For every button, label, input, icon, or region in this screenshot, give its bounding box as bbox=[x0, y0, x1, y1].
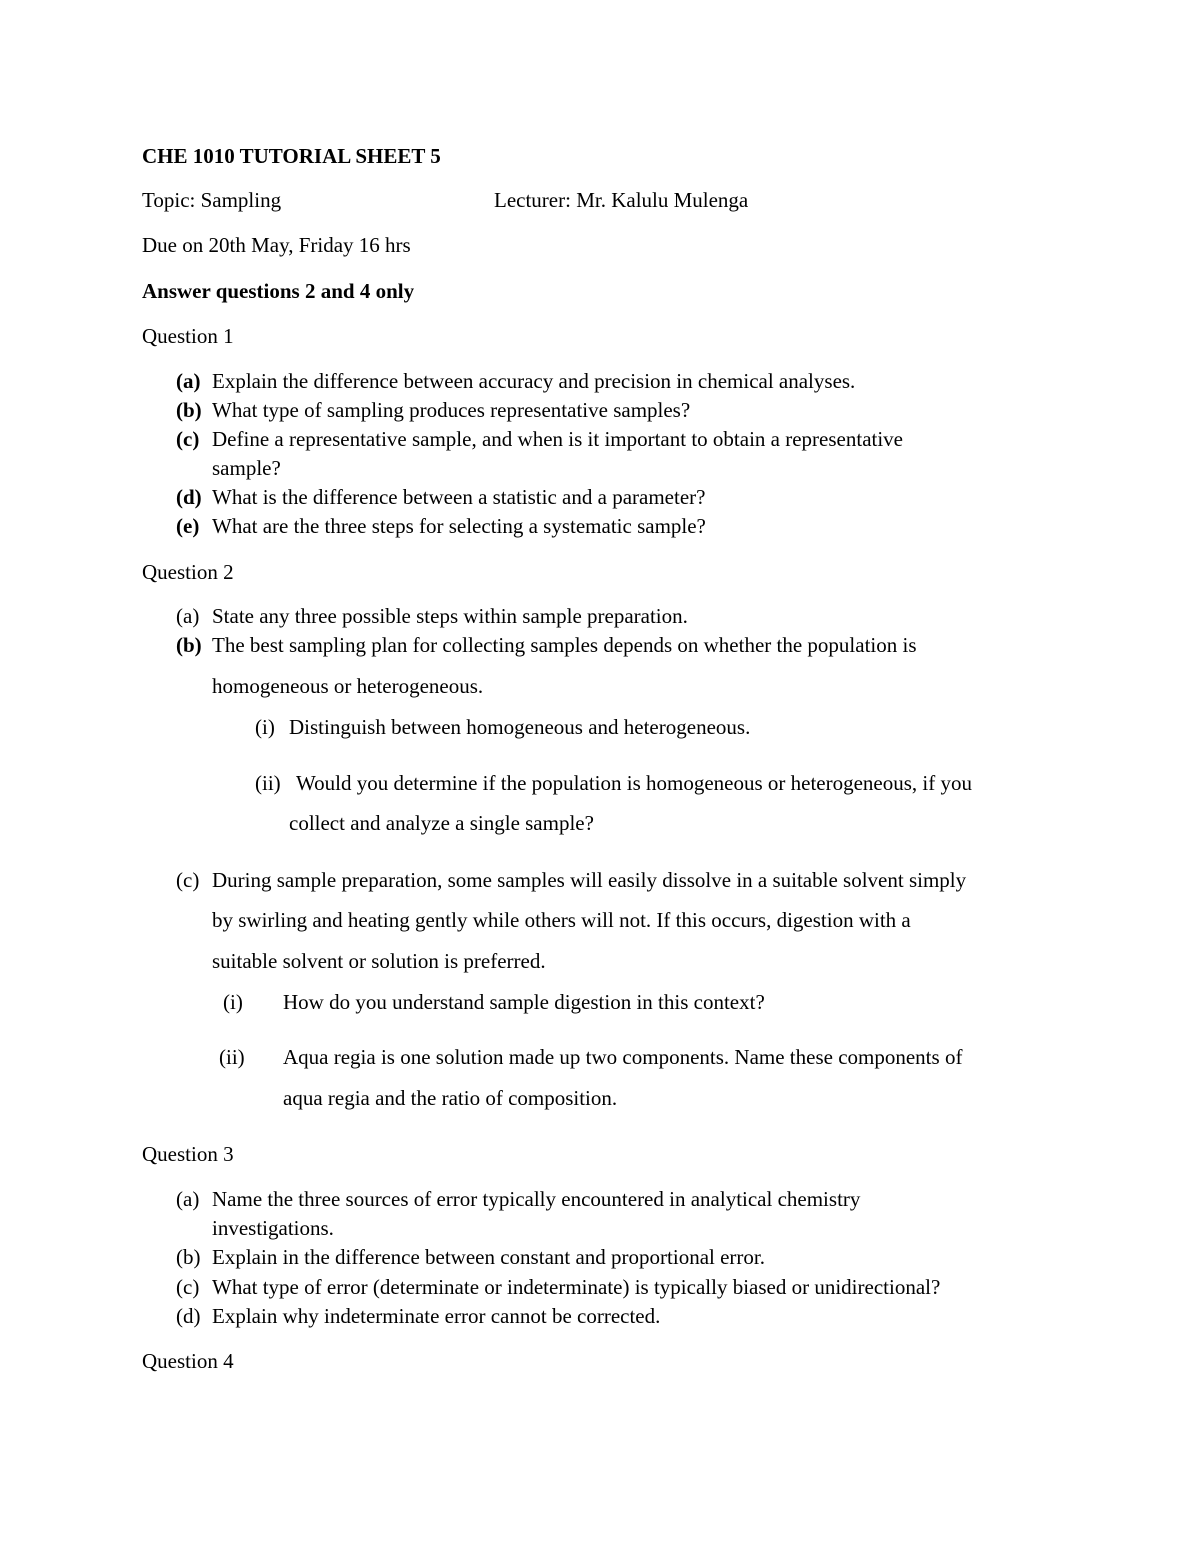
item-label: (c) bbox=[176, 1275, 200, 1299]
question-2-heading: Question 2 bbox=[142, 560, 234, 584]
question-1-heading: Question 1 bbox=[142, 324, 234, 348]
subitem-text: How do you understand sample digestion in this context? bbox=[283, 990, 765, 1014]
item-label: (b) bbox=[176, 1245, 201, 1269]
subitem-text: Would you determine if the population is homogeneous or heterogeneous, if you bbox=[296, 771, 972, 795]
item-text: The best sampling plan for collecting samples depends on whether the population is bbox=[212, 633, 917, 657]
item-text: Define a representative sample, and when is it important to obtain a representative bbox=[212, 427, 904, 451]
question-4-heading: Question 4 bbox=[142, 1349, 234, 1373]
item-text: What is the difference between a statistic and a parameter? bbox=[212, 485, 706, 509]
subitem-label: (i) bbox=[255, 715, 275, 739]
due-date: Due on 20th May, Friday 16 hrs bbox=[142, 233, 411, 257]
subitem-text: Aqua regia is one solution made up two components. Name these components of bbox=[283, 1045, 963, 1069]
item-text-continuation: suitable solvent or solution is preferred. bbox=[212, 949, 546, 973]
item-text: Explain in the difference between constant and proportional error. bbox=[212, 1245, 765, 1269]
question-3-heading: Question 3 bbox=[142, 1142, 234, 1166]
item-text: What type of error (determinate or indeterminate) is typically biased or unidirectional? bbox=[212, 1275, 941, 1299]
subitem-text: Distinguish between homogeneous and heterogeneous. bbox=[289, 715, 751, 739]
item-text: During sample preparation, some samples will easily dissolve in a suitable solvent simply bbox=[212, 868, 967, 892]
item-label: (c) bbox=[176, 427, 200, 451]
item-text-continuation: investigations. bbox=[212, 1216, 334, 1240]
item-label: (a) bbox=[176, 604, 200, 628]
item-label: (a) bbox=[176, 1187, 200, 1211]
item-text: What are the three steps for selecting a systematic sample? bbox=[212, 514, 706, 538]
item-text-continuation: sample? bbox=[212, 456, 281, 480]
topic-line: Topic: Sampling bbox=[142, 188, 282, 212]
item-text-continuation: by swirling and heating gently while others will not. If this occurs, digestion with a bbox=[212, 908, 911, 932]
subitem-label: (ii) bbox=[219, 1045, 245, 1069]
item-text: Explain why indeterminate error cannot be corrected. bbox=[212, 1304, 661, 1328]
page-title: CHE 1010 TUTORIAL SHEET 5 bbox=[142, 144, 441, 168]
subitem-text-continuation: aqua regia and the ratio of composition. bbox=[283, 1086, 618, 1110]
subitem-label: (ii) bbox=[255, 771, 281, 795]
item-label: (a) bbox=[176, 369, 201, 393]
item-label: (b) bbox=[176, 398, 202, 422]
item-text: Explain the difference between accuracy and precision in chemical analyses. bbox=[212, 369, 856, 393]
lecturer-line: Lecturer: Mr. Kalulu Mulenga bbox=[494, 188, 749, 212]
item-text: What type of sampling produces representative samples? bbox=[212, 398, 691, 422]
item-text: Name the three sources of error typically encountered in analytical chemistry bbox=[212, 1187, 861, 1211]
subitem-text-continuation: collect and analyze a single sample? bbox=[289, 811, 594, 835]
item-text-continuation: homogeneous or heterogeneous. bbox=[212, 674, 484, 698]
item-label: (d) bbox=[176, 1304, 201, 1328]
subitem-label: (i) bbox=[223, 990, 243, 1014]
item-text: State any three possible steps within sample preparation. bbox=[212, 604, 688, 628]
item-label: (c) bbox=[176, 868, 200, 892]
item-label: (e) bbox=[176, 514, 200, 538]
item-label: (b) bbox=[176, 633, 202, 657]
item-label: (d) bbox=[176, 485, 202, 509]
instruction: Answer questions 2 and 4 only bbox=[142, 279, 415, 303]
